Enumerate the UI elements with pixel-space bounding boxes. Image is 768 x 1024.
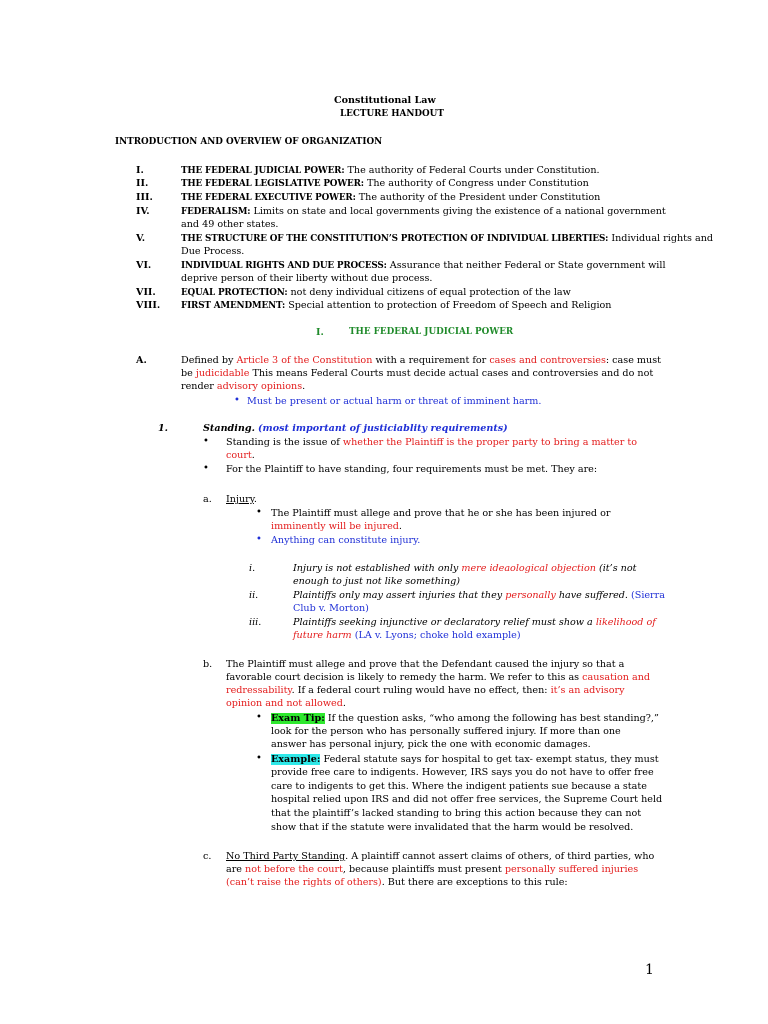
outline-label: EQUAL PROTECTION: xyxy=(181,288,288,298)
example-line1 xyxy=(271,753,659,766)
outline-num: III. xyxy=(136,192,153,203)
example-label: Example: xyxy=(271,754,321,765)
not-before-court-text: not before the court xyxy=(245,864,343,875)
bullet-icon: • xyxy=(256,507,262,518)
outline-item xyxy=(181,205,666,219)
standing-label: Standing. xyxy=(203,423,255,434)
outline-num: VIII. xyxy=(136,300,161,311)
court-text: court xyxy=(226,450,252,461)
part-a-line1 xyxy=(181,354,661,367)
bullet-icon: • xyxy=(256,534,262,545)
text: (it’s not xyxy=(595,563,637,574)
text: Plaintiffs seeking injunctive or declaratory relief must show a xyxy=(293,617,596,628)
causation-text: causation and xyxy=(582,672,651,683)
outline-item xyxy=(181,164,600,178)
causation-line3 xyxy=(226,684,625,697)
outline-num: I. xyxy=(136,165,144,176)
injury-point-3 xyxy=(293,616,656,629)
text: . But there are exceptions to this rule: xyxy=(381,877,568,888)
injury-point-1 xyxy=(293,562,636,575)
outline-num: VII. xyxy=(136,287,156,298)
outline-label: THE FEDERAL JUDICIAL POWER: xyxy=(181,166,345,176)
outline-text: Limits on state and local governments giving the existence of a national government xyxy=(253,206,666,217)
part-a-line2 xyxy=(181,367,653,380)
standing-bullet-2: For the Plaintiff to have standing, four requirements must be met. They are: xyxy=(226,464,598,475)
outline-text: not deny individual citizens of equal protection of the law xyxy=(290,287,571,298)
causation-letter: b. xyxy=(203,659,213,670)
text: . xyxy=(251,450,255,461)
redressability-text: redressability xyxy=(226,685,292,696)
bullet-icon: • xyxy=(256,712,262,723)
third-party-label: No Third Party Standing xyxy=(226,851,346,862)
outline-item xyxy=(181,299,611,313)
document-title: Constitutional Law xyxy=(334,95,436,106)
standing-note: (most important of justiciablity requirements) xyxy=(258,423,508,434)
outline-text-cont: and 49 other states. xyxy=(181,219,279,230)
injury-point-3-cont xyxy=(293,629,521,642)
text: This means Federal Courts must decide actual cases and controversies and do not xyxy=(249,368,654,379)
advisory-opinions-text: advisory opinions xyxy=(216,381,303,392)
roman-num: i. xyxy=(249,563,256,574)
causation-line2 xyxy=(226,671,650,684)
article-3-text: Article 3 of the Constitution xyxy=(236,355,373,366)
roman-num: ii. xyxy=(249,590,259,601)
cases-controversies-text: cases and controversies xyxy=(489,355,606,366)
outline-item xyxy=(181,232,713,246)
outline-text: The authority of Congress under Constitution xyxy=(366,178,589,189)
outline-label: THE FEDERAL EXECUTIVE POWER: xyxy=(181,193,356,203)
injury-bullet-1-cont xyxy=(271,520,402,533)
part-a-letter: A. xyxy=(136,355,147,366)
text: . xyxy=(342,698,346,709)
outline-text: Individual rights and xyxy=(611,233,714,244)
judicidable-text: judicidable xyxy=(195,368,250,379)
causation-line4 xyxy=(226,697,346,710)
section-number: I. xyxy=(316,327,324,338)
text: : xyxy=(605,355,610,366)
outline-item xyxy=(181,177,589,191)
advisory-opinion-text: it’s an advisory xyxy=(550,685,625,696)
injury-bullet-1: The Plaintiff must allege and prove that he or she has been injured or xyxy=(271,508,611,519)
outline-label: INDIVIDUAL RIGHTS AND DUE PROCESS: xyxy=(181,261,387,271)
outline-label: THE FEDERAL LEGISLATIVE POWER: xyxy=(181,179,364,189)
exam-tip-line1 xyxy=(271,712,659,725)
personally-suffered-text: personally suffered injuries xyxy=(504,864,639,875)
third-party-line1 xyxy=(226,850,654,863)
text: Plaintiffs only may assert injuries that they xyxy=(293,590,506,601)
text: . xyxy=(302,381,306,392)
text: . xyxy=(253,494,257,505)
text: favorable court decision is likely to remedy the harm. We refer to this as xyxy=(226,672,583,683)
outline-text: Assurance that neither Federal or State government will xyxy=(389,260,666,271)
document-subtitle: LECTURE HANDOUT xyxy=(340,109,444,119)
outline-num: II. xyxy=(136,178,149,189)
outline-num: V. xyxy=(136,233,146,244)
personally-text: personally xyxy=(505,590,556,601)
case-cite: (LA v. Lyons; choke hold example) xyxy=(351,630,521,641)
intro-heading: INTRODUCTION AND OVERVIEW OF ORGANIZATION xyxy=(115,137,383,147)
text: . A plaintiff cannot assert claims of others, of third parties, who xyxy=(345,851,655,862)
injury-letter: a. xyxy=(203,494,212,505)
text: with a requirement for xyxy=(372,355,490,366)
bullet-icon: • xyxy=(234,395,240,406)
text: are xyxy=(226,864,246,875)
page-number: 1 xyxy=(645,962,654,978)
bullet-icon: • xyxy=(256,753,262,764)
example-line5: that the plaintiff’s lacked standing to bring this action because they can not xyxy=(271,808,642,819)
section-title: THE FEDERAL JUDICIAL POWER xyxy=(349,327,514,337)
outline-label: FEDERALISM: xyxy=(181,207,251,217)
outline-label: THE STRUCTURE OF THE CONSTITUTION’S PROTECTION OF INDIVIDUAL LIBERTIES: xyxy=(181,234,609,244)
third-party-letter: c. xyxy=(203,851,212,862)
text: . If a federal court ruling would have no effect, then: xyxy=(291,685,551,696)
not-allowed-text: opinion and not allowed xyxy=(226,698,343,709)
standing-heading xyxy=(203,422,508,435)
bullet-icon: • xyxy=(203,436,209,447)
example-line4: hospital relied upon IRS and did not offer free services, the Supreme Court held xyxy=(271,794,663,805)
standing-bullet-1-cont xyxy=(226,449,255,462)
outline-item xyxy=(181,259,666,273)
text: , because plaintiffs must present xyxy=(342,864,505,875)
standing-bullet-1 xyxy=(226,436,637,449)
ideological-objection-text: mere ideaological objection xyxy=(461,563,596,574)
part-a-line3 xyxy=(181,380,305,393)
outline-text-cont: Due Process. xyxy=(181,246,245,257)
future-harm-text: future harm xyxy=(293,630,352,641)
text: If the question asks, “who among the following has best standing?,” xyxy=(324,713,659,724)
third-party-line3 xyxy=(226,876,568,889)
likelihood-text: likelihood of xyxy=(595,617,656,628)
text: . xyxy=(398,521,402,532)
injury-bullet-2: Anything can constitute injury. xyxy=(271,535,421,546)
proper-party-text: whether the Plaintiff is the proper party to bring a matter to xyxy=(342,437,637,448)
injury-heading xyxy=(226,493,257,506)
bullet-icon: • xyxy=(203,463,209,474)
text: have suffered. xyxy=(555,590,631,601)
case-cite: (Sierra xyxy=(631,590,665,601)
outline-num: VI. xyxy=(136,260,152,271)
third-party-line2 xyxy=(226,863,638,876)
text: Standing is the issue of xyxy=(226,437,343,448)
exam-tip-label: Exam Tip: xyxy=(271,713,325,724)
text: render xyxy=(181,381,217,392)
outline-item xyxy=(181,286,571,300)
part-a-bullet: Must be present or actual harm or threat of imminent harm. xyxy=(247,396,542,407)
roman-num: iii. xyxy=(249,617,262,628)
injury-point-2 xyxy=(293,589,665,602)
text: be xyxy=(181,368,196,379)
rights-of-others-text: (can’t raise the rights of others) xyxy=(226,877,382,888)
outline-text-cont: deprive person of their liberty without due process. xyxy=(181,273,433,284)
outline-text: The authority of the President under Constitution xyxy=(358,192,601,203)
standing-num: 1. xyxy=(158,423,169,434)
causation-line1: The Plaintiff must allege and prove that the Defendant caused the injury so that a xyxy=(226,659,625,670)
example-line2: provide free care to indigents. However, IRS says you do not have to offer free xyxy=(271,767,654,778)
text: Federal statute says for hospital to get tax- exempt status, they must xyxy=(320,754,659,765)
injury-point-1-cont: enough to just not like something) xyxy=(293,576,461,587)
exam-tip-line2: look for the person who has personally suffered injury. If more than one xyxy=(271,726,621,737)
exam-tip-line3: answer has personal injury, pick the one with economic damages. xyxy=(271,739,591,750)
outline-item xyxy=(181,191,600,205)
outline-text: Special attention to protection of Freedom of Speech and Religion xyxy=(288,300,612,311)
injury-label: Injury xyxy=(226,494,254,505)
outline-label: FIRST AMENDMENT: xyxy=(181,301,286,311)
example-line6: show that if the statute were invalidated that the harm would be resolved. xyxy=(271,822,634,833)
text: Defined by xyxy=(181,355,237,366)
example-line3: care to indigents to get this. Where the indigent patients sue because a state xyxy=(271,781,647,792)
imminently-injured-text: imminently will be injured xyxy=(271,521,399,532)
text: Injury is not established with only xyxy=(293,563,462,574)
outline-text: The authority of Federal Courts under Constitution. xyxy=(347,165,600,176)
injury-point-2-cont: Club v. Morton) xyxy=(293,603,369,614)
outline-num: IV. xyxy=(136,206,150,217)
text: case must xyxy=(609,355,661,366)
